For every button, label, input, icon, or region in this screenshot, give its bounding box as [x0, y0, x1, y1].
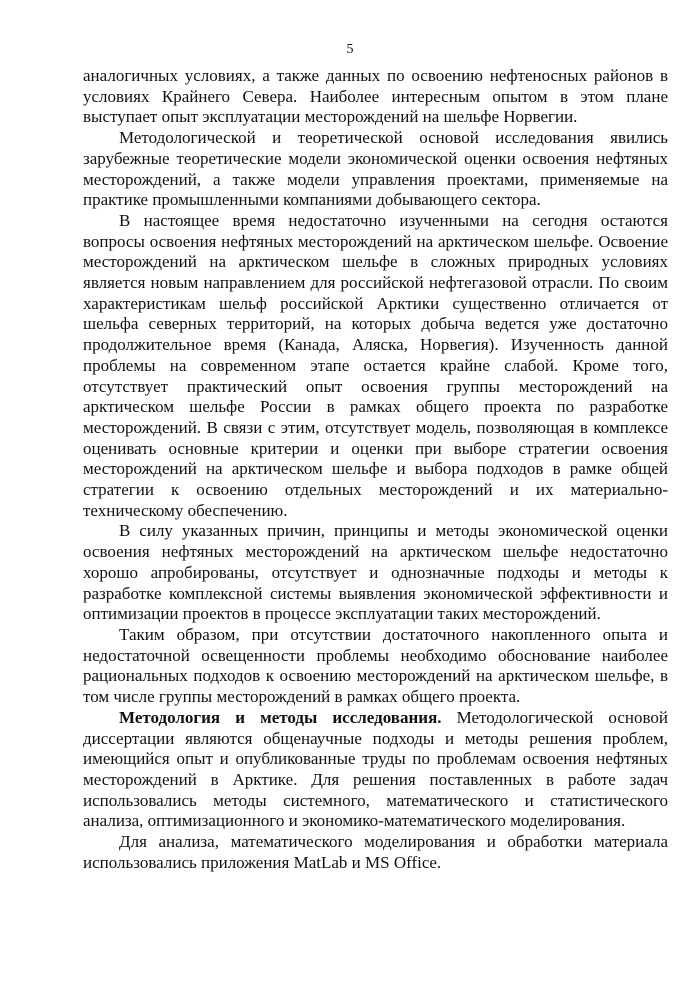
paragraph-methodological-basis: Методологической и теоретической основой исследования явились зарубежные теоретические модели экономической оценки освоения нефтяных месторождений, а также модели управления проектами, применяемые на практике промышленными компаниями добывающего сектора.: [83, 128, 668, 210]
paragraph-reasons: В силу указанных причин, принципы и методы экономической оценки освоения нефтяных месторождений на арктическом шельфе недостаточно хорошо апробированы, отсутствует и однозначные подходы и методы к разработке комплексной системы выявления экономической эффективности и оптимизации проектов в процессе эксплуатации таких месторождений.: [83, 521, 668, 624]
paragraph-methods: [83, 708, 668, 832]
paragraph-software: Для анализа, математического моделирования и обработки материала использовались приложения MatLab и MS Office.: [83, 832, 668, 872]
paragraph-continuation: аналогичных условиях, а также данных по освоению нефтеносных районов в условиях Крайнего Севера. Наиболее интересным опытом в этом плане выступает опыт эксплуатации месторождений на шельфе Норвегии.: [83, 66, 668, 127]
paragraph-conclusion: Таким образом, при отсутствии достаточного накопленного опыта и недостаточной освещенности проблемы необходимо обоснование наиболее рациональных подходов к освоению месторождений на арктическом шельфе, в том числе группы месторождений в рамках общего проекта.: [83, 624, 668, 707]
methods-heading: Методология и методы исследования.: [119, 707, 442, 727]
paragraph-insufficiently-studied: В настоящее время недостаточно изученными на сегодня остаются вопросы освоения нефтяных месторождений на арктическом шельфе. Освоение месторождений на арктическом шельфе в сложных природных условиях является новым направлением для российской нефтегазовой отрасли. По своим характеристикам шельф российской Арктики существенно отличается от шельфа северных территорий, на которых добыча ведется уже достаточно продолжительное время (Канада, Аляска, Норвегия). Изученность данной проблемы на современном этапе остается крайне слабой. Кроме того, отсутствует практический опыт освоения группы месторождений на арктическом шельфе России в рамках общего проекта по разработке месторождений. В связи с этим, отсутствует модель, позволяющая в комплексе оценивать основные критерии и оценки при выборе стратегии освоения месторождений на арктическом шельфе и выбора подходов в рамке общей стратегии к освоению отдельных месторождений и их материально-техническому обеспечению.: [83, 210, 668, 520]
body-text: [83, 66, 668, 873]
page-number: 5: [346, 42, 354, 57]
methods-text: Методологической основой диссертации являются общенаучные подходы и методы решения проблем, имеющийся опыт и опубликованные труды по проблемам освоения нефтяных месторождений в Арктике. Для решения поставленных в работе задач использовались методы системного, математического и статистического анализа, оптимизационного и экономико-математического моделирования.: [83, 707, 668, 831]
